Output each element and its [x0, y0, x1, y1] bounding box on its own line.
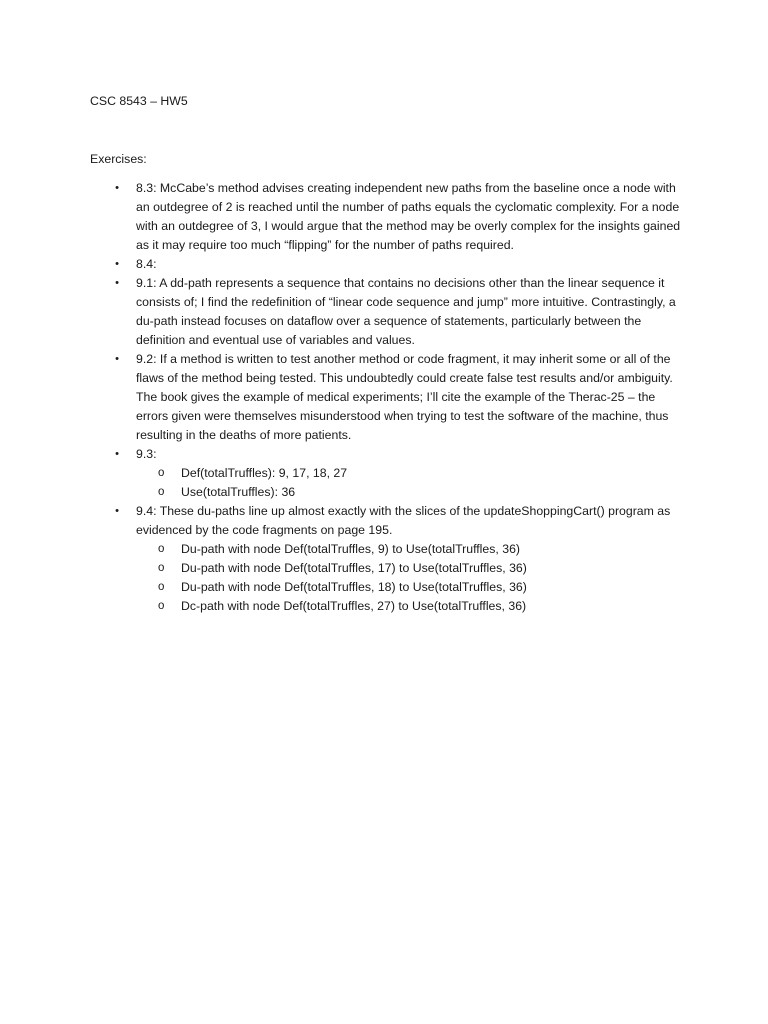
sublist-item: [136, 540, 690, 559]
sub-bullet-icon: o: [158, 600, 165, 612]
sub-bullet-icon: o: [158, 581, 165, 593]
exercise-text: 9.4: These du-paths line up almost exactly with the slices of the updateShoppingCart() program as evidenced by the code fragments on page 195.: [136, 504, 671, 537]
exercise-text: 9.1: A dd-path represents a sequence that contains no decisions other than the linear sequence it consists of; I find the redefinition of “linear code sequence and jump” more intuitive. Contrastingly, a du-path instead focuses on dataflow over a sequence of statements, particularly between the definition and eventual use of variables and values.: [136, 276, 676, 347]
sub-bullet-icon: o: [158, 467, 165, 479]
sublist-item-text: Du-path with node Def(totalTruffles, 17) to Use(totalTruffles, 36): [181, 561, 527, 575]
sublist-item-text: Dc-path with node Def(totalTruffles, 27) to Use(totalTruffles, 36): [181, 599, 527, 613]
sub-bullet-icon: o: [158, 543, 165, 555]
sublist-item-text: Def(totalTruffles): 9, 17, 18, 27: [181, 466, 348, 480]
sublist-item: [136, 464, 690, 483]
sublist-item-text: Du-path with node Def(totalTruffles, 18) to Use(totalTruffles, 36): [181, 580, 527, 594]
exercise-sublist: [136, 540, 690, 616]
exercise-item-9-4: [90, 502, 690, 616]
exercise-sublist: [136, 464, 690, 502]
bullet-icon: •: [115, 258, 119, 270]
sublist-item-text: Use(totalTruffles): 36: [181, 485, 296, 499]
exercise-text: 9.3:: [136, 447, 157, 461]
bullet-icon: •: [115, 182, 119, 194]
bullet-icon: •: [115, 277, 119, 289]
sublist-item-text: Du-path with node Def(totalTruffles, 9) to Use(totalTruffles, 36): [181, 542, 520, 556]
sublist-item: [136, 483, 690, 502]
sublist-item: [136, 578, 690, 597]
bullet-icon: •: [115, 353, 119, 365]
exercise-text: 8.4:: [136, 257, 157, 271]
sub-bullet-icon: o: [158, 486, 165, 498]
exercise-item-8-3: [90, 179, 690, 255]
sub-bullet-icon: o: [158, 562, 165, 574]
exercise-item-9-2: [90, 350, 690, 445]
exercise-item-9-3: [90, 445, 690, 502]
document-title: CSC 8543 – HW5: [90, 94, 188, 108]
sublist-item: [136, 559, 690, 578]
bullet-icon: •: [115, 505, 119, 517]
exercise-item-8-4: [90, 255, 690, 274]
exercise-text: 8.3: McCabe’s method advises creating independent new paths from the baseline once a node with an outdegree of 2 is reached until the number of paths equals the cyclomatic complexity. For a node with an outdegree of 3, I would argue that the method may be overly complex for the insights gained as it may require too much “flipping” for the number of paths required.: [136, 181, 681, 252]
section-label: Exercises:: [90, 152, 147, 166]
exercise-text: 9.2: If a method is written to test another method or code fragment, it may inherit some or all of the flaws of the method being tested. This undoubtedly could create false test results and/or ambiguity. The book gives the example of medical experiments; I’ll cite the example of the Therac-25 – the errors given were themselves misunderstood when trying to test the software of the machine, thus resulting in the deaths of more patients.: [136, 352, 673, 442]
exercise-list: [90, 179, 690, 616]
exercise-item-9-1: [90, 274, 690, 350]
sublist-item: [136, 597, 690, 616]
bullet-icon: •: [115, 448, 119, 460]
